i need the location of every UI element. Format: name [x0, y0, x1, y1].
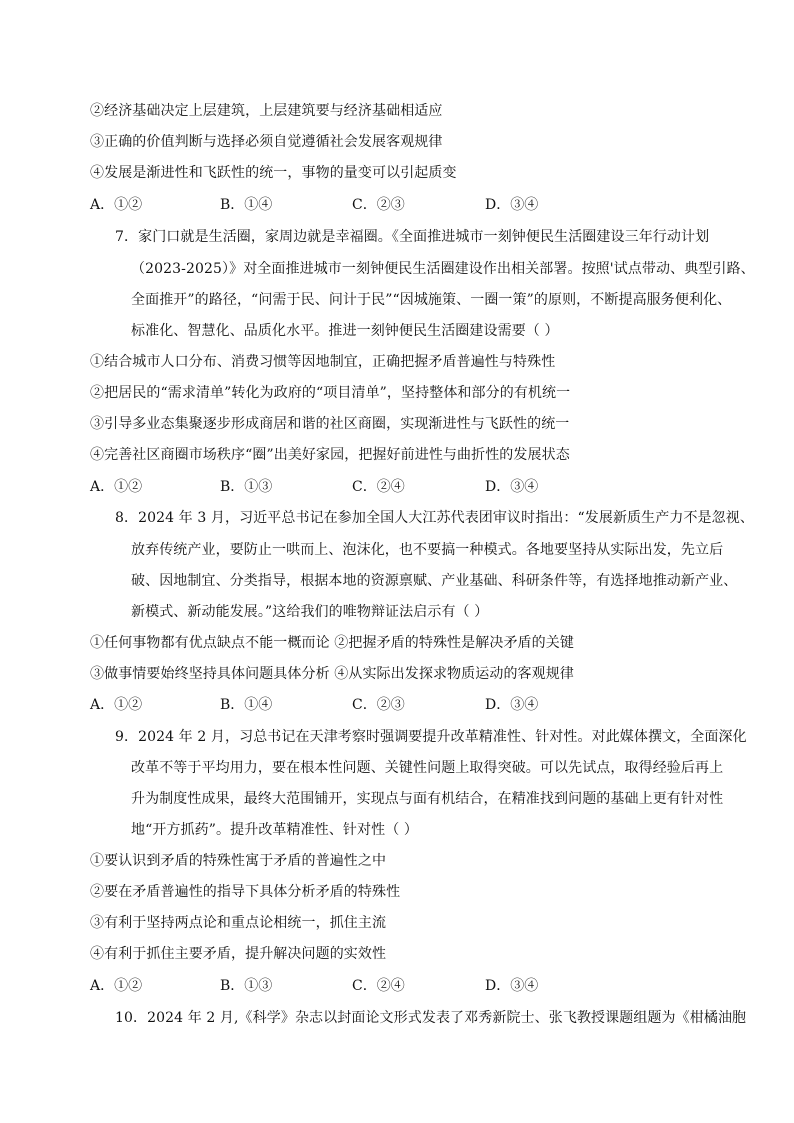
q9-stem-line-1: 9．2024 年 2 月，习总书记在天津考察时强调要提升改革精准性、针对性。对此媒体撰文，全面深化 [115, 729, 747, 745]
q8-stem-line-1: 8．2024 年 3 月，习近平总书记在参加全国人大江苏代表团审议时指出：“发展新质生产力不是忽视、 [115, 510, 754, 526]
q8-option-b: B．①④ [220, 697, 273, 713]
q9-item-3: ③有利于坚持两点论和重点论相统一，抓住主流 [90, 915, 387, 931]
q8-stem-line-2: 放弃传统产业，要防止一哄而上、泡沫化，也不要搞一种模式。各地要坚持从实际出发，先立后 [131, 542, 724, 558]
q8-option-a: A．①② [90, 697, 143, 713]
q6-option-a: A．①② [90, 197, 143, 213]
q9-stem-line-3: 升为制度性成果，最终大范围铺开，实现点与面有机结合，在精准找到问题的基础上更有针对性 [131, 791, 724, 807]
q7-stem-line-4: 标准化、智慧化、品质化水平。推进一刻钟便民生活圈建设需要（ ） [131, 323, 559, 339]
q9-option-b: B．①③ [220, 978, 273, 994]
q7-option-a: A．①② [90, 479, 143, 495]
q9-option-c: C．②④ [352, 978, 405, 994]
q7-stem-line-2: （2023-2025）》对全面推进城市一刻钟便民生活圈建设作出相关部署。按照'试点带动、典型引路、 [131, 261, 755, 277]
q9-option-a: A．①② [90, 978, 143, 994]
q9-option-d: D．③④ [485, 978, 539, 994]
q9-item-4: ④有利于抓住主要矛盾，提升解决问题的实效性 [90, 946, 387, 962]
q9-stem-line-4: 地“开方抓药”。提升改革精准性、针对性（ ） [131, 822, 418, 838]
q6-item-2: ②经济基础决定上层建筑，上层建筑要与经济基础相适应 [90, 103, 443, 119]
q8-items-row-2: ③做事情要始终坚持具体问题具体分析 ④从实际出发探求物质运动的客观规律 [90, 666, 574, 682]
q7-stem-line-3: 全面推开”的路径，“问需于民、问计于民”“因城施策、一圈一策”的原则，不断提高服务便利化、 [131, 292, 732, 308]
q7-option-b: B．①③ [220, 479, 273, 495]
q6-option-b: B．①④ [220, 197, 273, 213]
q6-item-4: ④发展是渐进性和飞跃性的统一，事物的量变可以引起质变 [90, 165, 457, 181]
q8-option-d: D．③④ [485, 697, 539, 713]
q8-stem-line-3: 破、因地制宜、分类指导，根据本地的资源禀赋、产业基础、科研条件等，有选择地推动新产业、 [131, 573, 738, 589]
q7-item-4: ④完善社区商圈市场秩序“圈”出美好家园，把握好前进性与曲折性的发展状态 [90, 447, 570, 463]
q7-option-d: D．③④ [485, 479, 539, 495]
q9-item-1: ①要认识到矛盾的特殊性寓于矛盾的普遍性之中 [90, 853, 387, 869]
q6-item-3: ③正确的价值判断与选择必须自觉遵循社会发展客观规律 [90, 134, 443, 150]
q9-stem-line-2: 改革不等于平均用力，要在根本性问题、关键性问题上取得突破。可以先试点，取得经验后再上 [131, 760, 724, 776]
q7-stem-line-1: 7．家门口就是生活圈，家周边就是幸福圈。《全面推进城市一刻钟便民生活圈建设三年行动计划 [115, 229, 710, 245]
q6-option-d: D．③④ [485, 197, 539, 213]
q7-item-2: ②把居民的“需求清单”转化为政府的“项目清单”，坚持整体和部分的有机统一 [90, 385, 571, 401]
q8-stem-line-4: 新模式、新动能发展。”这给我们的唯物辩证法启示有（ ） [131, 604, 489, 620]
q8-items-row-1: ①任何事物都有优点缺点不能一概而论 ②把握矛盾的特殊性是解决矛盾的关键 [90, 635, 574, 651]
q7-option-c: C．②④ [352, 479, 405, 495]
q9-item-2: ②要在矛盾普遍性的指导下具体分析矛盾的特殊性 [90, 884, 401, 900]
q7-item-3: ③引导多业态集聚逐步形成商居和谐的社区商圈，实现渐进性与飞跃性的统一 [90, 416, 570, 432]
q8-option-c: C．②③ [352, 697, 405, 713]
q6-option-c: C．②③ [352, 197, 405, 213]
q10-stem-line-1: 10．2024 年 2 月,《科学》杂志以封面论文形式发表了邓秀新院士、张飞教授课题组题为《柑橘油胞 [115, 1010, 747, 1026]
q7-item-1: ①结合城市人口分布、消费习惯等因地制宜，正确把握矛盾普遍性与特殊性 [90, 354, 556, 370]
